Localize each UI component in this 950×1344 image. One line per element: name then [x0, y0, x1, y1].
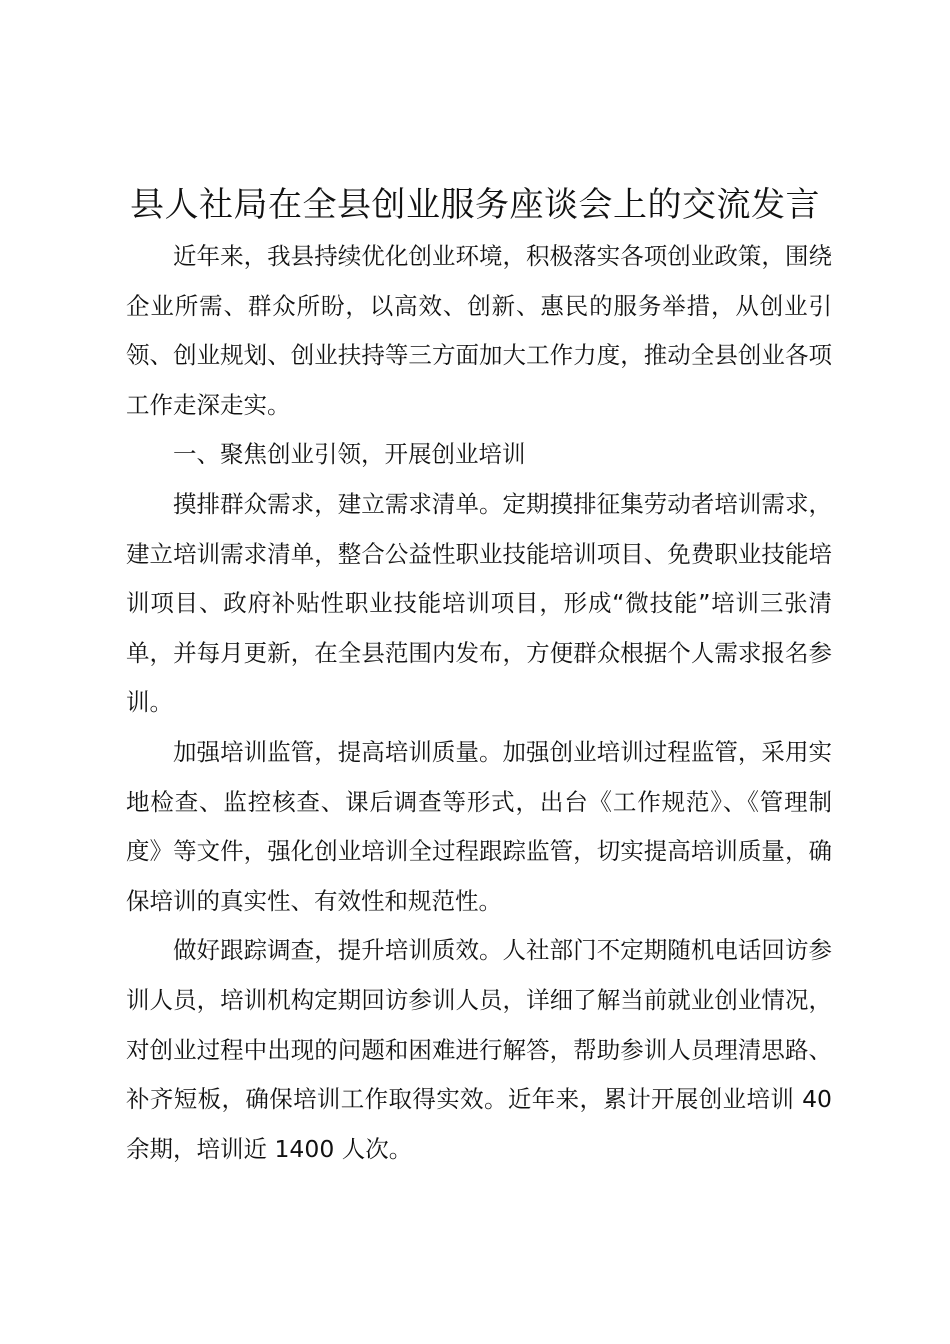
section-paragraph-2: 加强培训监管，提高培训质量。加强创业培训过程监管，采用实地检查、监控核查、课后调查等形式，出台《工作规范》、《管理制度》等文件，强化创业培训全过程跟踪监管，切实提高培训质量，确保培训的真实性、有效性和规范性。 — [126, 737, 832, 915]
section-paragraph-1: 摸排群众需求，建立需求清单。定期摸排征集劳动者培训需求，建立培训需求清单，整合公益性职业技能培训项目、免费职业技能培训项目、政府补贴性职业技能培训项目，形成“微技能”培训三张清单，并每月更新，在全县范围内发布，方便群众根据个人需求报名参训。 — [126, 489, 832, 717]
section-heading: 一、聚焦创业引领，开展创业培训 — [173, 440, 526, 469]
intro-paragraph: 近年来，我县持续优化创业环境，积极落实各项创业政策，围绕企业所需、群众所盼，以高效、创新、惠民的服务举措，从创业引领、创业规划、创业扶持等三方面加大工作力度，推动全县创业各项工作走深走实。 — [126, 242, 832, 419]
document-title: 县人社局在全县创业服务座谈会上的交流发言 — [130, 185, 820, 225]
section-paragraph-3: 做好跟踪调查，提升培训质效。人社部门不定期随机电话回访参训人员，培训机构定期回访参训人员，详细了解当前就业创业情况，对创业过程中出现的问题和困难进行解答，帮助参训人员理清思路、补齐短板，确保培训工作取得实效。近年来，累计开展创业培训 40 余期，培训近 1400 人次。 — [126, 936, 832, 1163]
document-body — [126, 232, 832, 1174]
